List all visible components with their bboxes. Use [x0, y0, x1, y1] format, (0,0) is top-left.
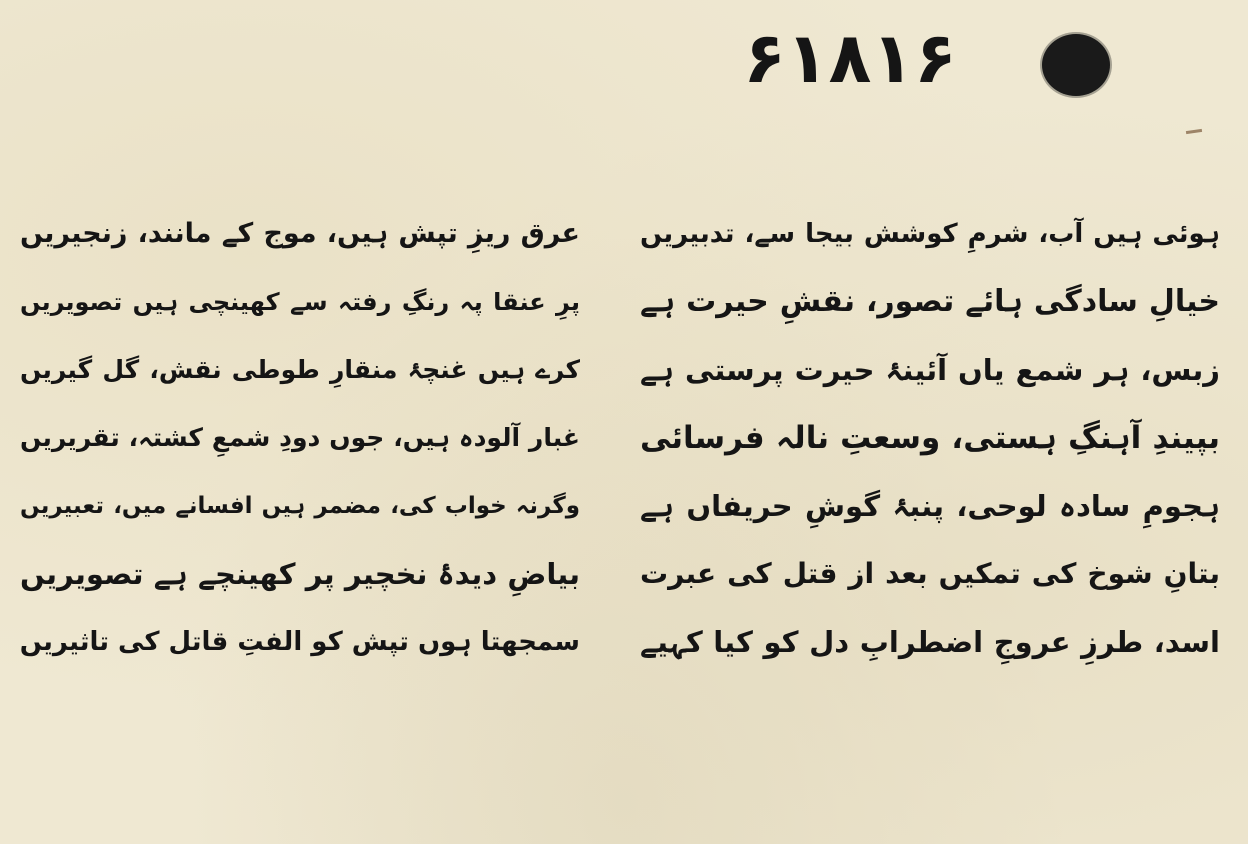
verse-line: پرِ عنقا پہ رنگِ رفتہ سے کھینچی ہیں تصویریں — [20, 288, 580, 316]
verse-line: اسد، طرزِ عروجِ اضطرابِ دل کو کیا کہیے — [640, 625, 1220, 659]
verse-line: بتانِ شوخ کی تمکیں بعد از قتل کی عبرت — [640, 557, 1220, 590]
verse-line: ہجومِ سادہ لوحی، پنبۂ گوشِ حریفاں ہے — [640, 489, 1220, 523]
verse-line: عرق ریزِ تپش ہیں، موج کے مانند، زنجیریں — [20, 218, 580, 249]
left-verse-column — [20, 200, 580, 676]
verse-line: بیاضِ دیدۂ نخچیر پر کھینچے ہے تصویریں — [20, 557, 580, 591]
ink-dot-marker — [1042, 34, 1110, 96]
page-number: ۶۱۸۱۶ — [743, 17, 957, 99]
verse-line: خیالِ سادگی ہائے تصور، نقشِ حیرت ہے — [640, 284, 1220, 319]
verse-line: ہوئی ہیں آب، شرمِ کوشش بیجا سے، تدبیریں — [640, 219, 1220, 249]
verse-line: زبس، ہر شمع یاں آئینۂ حیرت پرستی ہے — [640, 353, 1220, 387]
stray-ink-mark — [1186, 129, 1202, 134]
verse-line: وگرنہ خواب کی، مضمر ہیں افسانے میں، تعبیریں — [20, 493, 580, 519]
verse-line: بپیندِ آہنگِ ہستی، وسعتِ نالہ فرسائی — [640, 420, 1220, 456]
verse-line: سمجھتا ہوں تپش کو الفتِ قاتل کی تاثیریں — [20, 627, 580, 657]
right-verse-column — [640, 200, 1220, 676]
verse-line: غبار آلودہ ہیں، جوں دودِ شمعِ کشتہ، تقریریں — [20, 423, 580, 452]
verse-line: کرے ہیں غنچۂ منقارِ طوطی نقش، گل گیریں — [20, 355, 580, 384]
